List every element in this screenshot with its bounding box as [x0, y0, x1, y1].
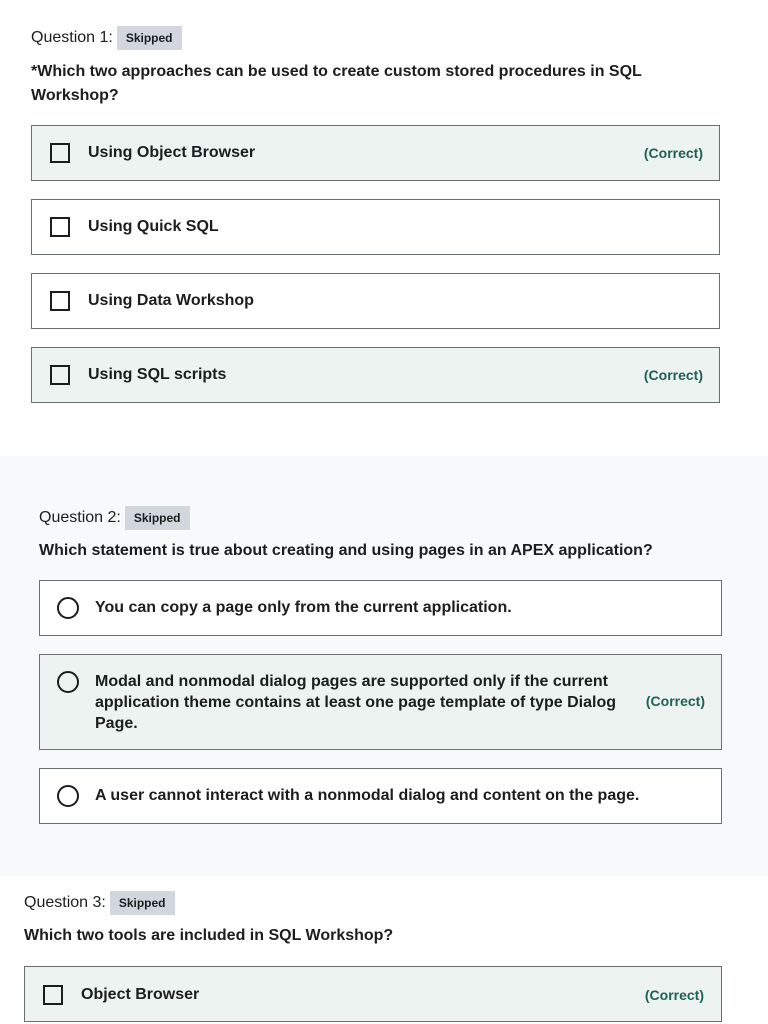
- checkbox-icon[interactable]: [50, 365, 70, 385]
- question-2-option-3[interactable]: [39, 768, 722, 824]
- option-label: You can copy a page only from the current application.: [95, 599, 512, 616]
- radio-icon[interactable]: [57, 597, 79, 619]
- question-1-status-badge: Skipped: [117, 26, 182, 50]
- question-2-section: [0, 456, 768, 876]
- correct-tag: (Correct): [643, 367, 703, 383]
- option-label: Using Quick SQL: [88, 218, 219, 235]
- option-label: Using Object Browser: [88, 144, 256, 161]
- option-label: Object Browser: [81, 986, 200, 1003]
- question-2-status-badge: Skipped: [125, 506, 190, 530]
- checkbox-icon[interactable]: [43, 985, 63, 1005]
- correct-tag: (Correct): [644, 987, 704, 1003]
- question-3-section: [0, 876, 768, 1024]
- option-label: Modal and nonmodal dialog pages are supported only if the current application theme contains at least one page template of type Dialog Page.: [95, 673, 616, 732]
- correct-tag: (Correct): [645, 693, 705, 709]
- checkbox-icon[interactable]: [50, 217, 70, 237]
- question-3-status-badge: Skipped: [110, 891, 175, 915]
- correct-tag: (Correct): [643, 145, 703, 161]
- checkbox-icon[interactable]: [50, 143, 70, 163]
- question-1-option-1[interactable]: [31, 125, 720, 181]
- question-2-option-1[interactable]: [39, 580, 722, 636]
- question-1-section: [0, 0, 768, 456]
- checkbox-icon[interactable]: [50, 291, 70, 311]
- question-1-text: *Which two approaches can be used to create custom stored procedures in SQL Workshop?: [31, 63, 642, 104]
- question-2-text: Which statement is true about creating and using pages in an APEX application?: [39, 542, 653, 559]
- option-label: Using Data Workshop: [88, 292, 254, 309]
- option-label: Using SQL scripts: [88, 366, 227, 383]
- question-3-header: [24, 891, 175, 915]
- question-3-option-1[interactable]: [24, 966, 722, 1022]
- question-1-option-4[interactable]: [31, 347, 720, 403]
- question-2-label: Question 2:: [39, 509, 121, 526]
- question-1-option-3[interactable]: [31, 273, 720, 329]
- question-1-option-2[interactable]: [31, 199, 720, 255]
- question-3-label: Question 3:: [24, 894, 106, 911]
- question-1-header: [31, 26, 182, 50]
- question-1-label: Question 1:: [31, 29, 113, 46]
- option-label: A user cannot interact with a nonmodal dialog and content on the page.: [95, 787, 640, 804]
- question-2-option-2[interactable]: [39, 654, 722, 750]
- question-2-header: [39, 506, 190, 530]
- radio-icon[interactable]: [57, 671, 79, 693]
- radio-icon[interactable]: [57, 785, 79, 807]
- question-3-text: Which two tools are included in SQL Workshop?: [24, 927, 394, 944]
